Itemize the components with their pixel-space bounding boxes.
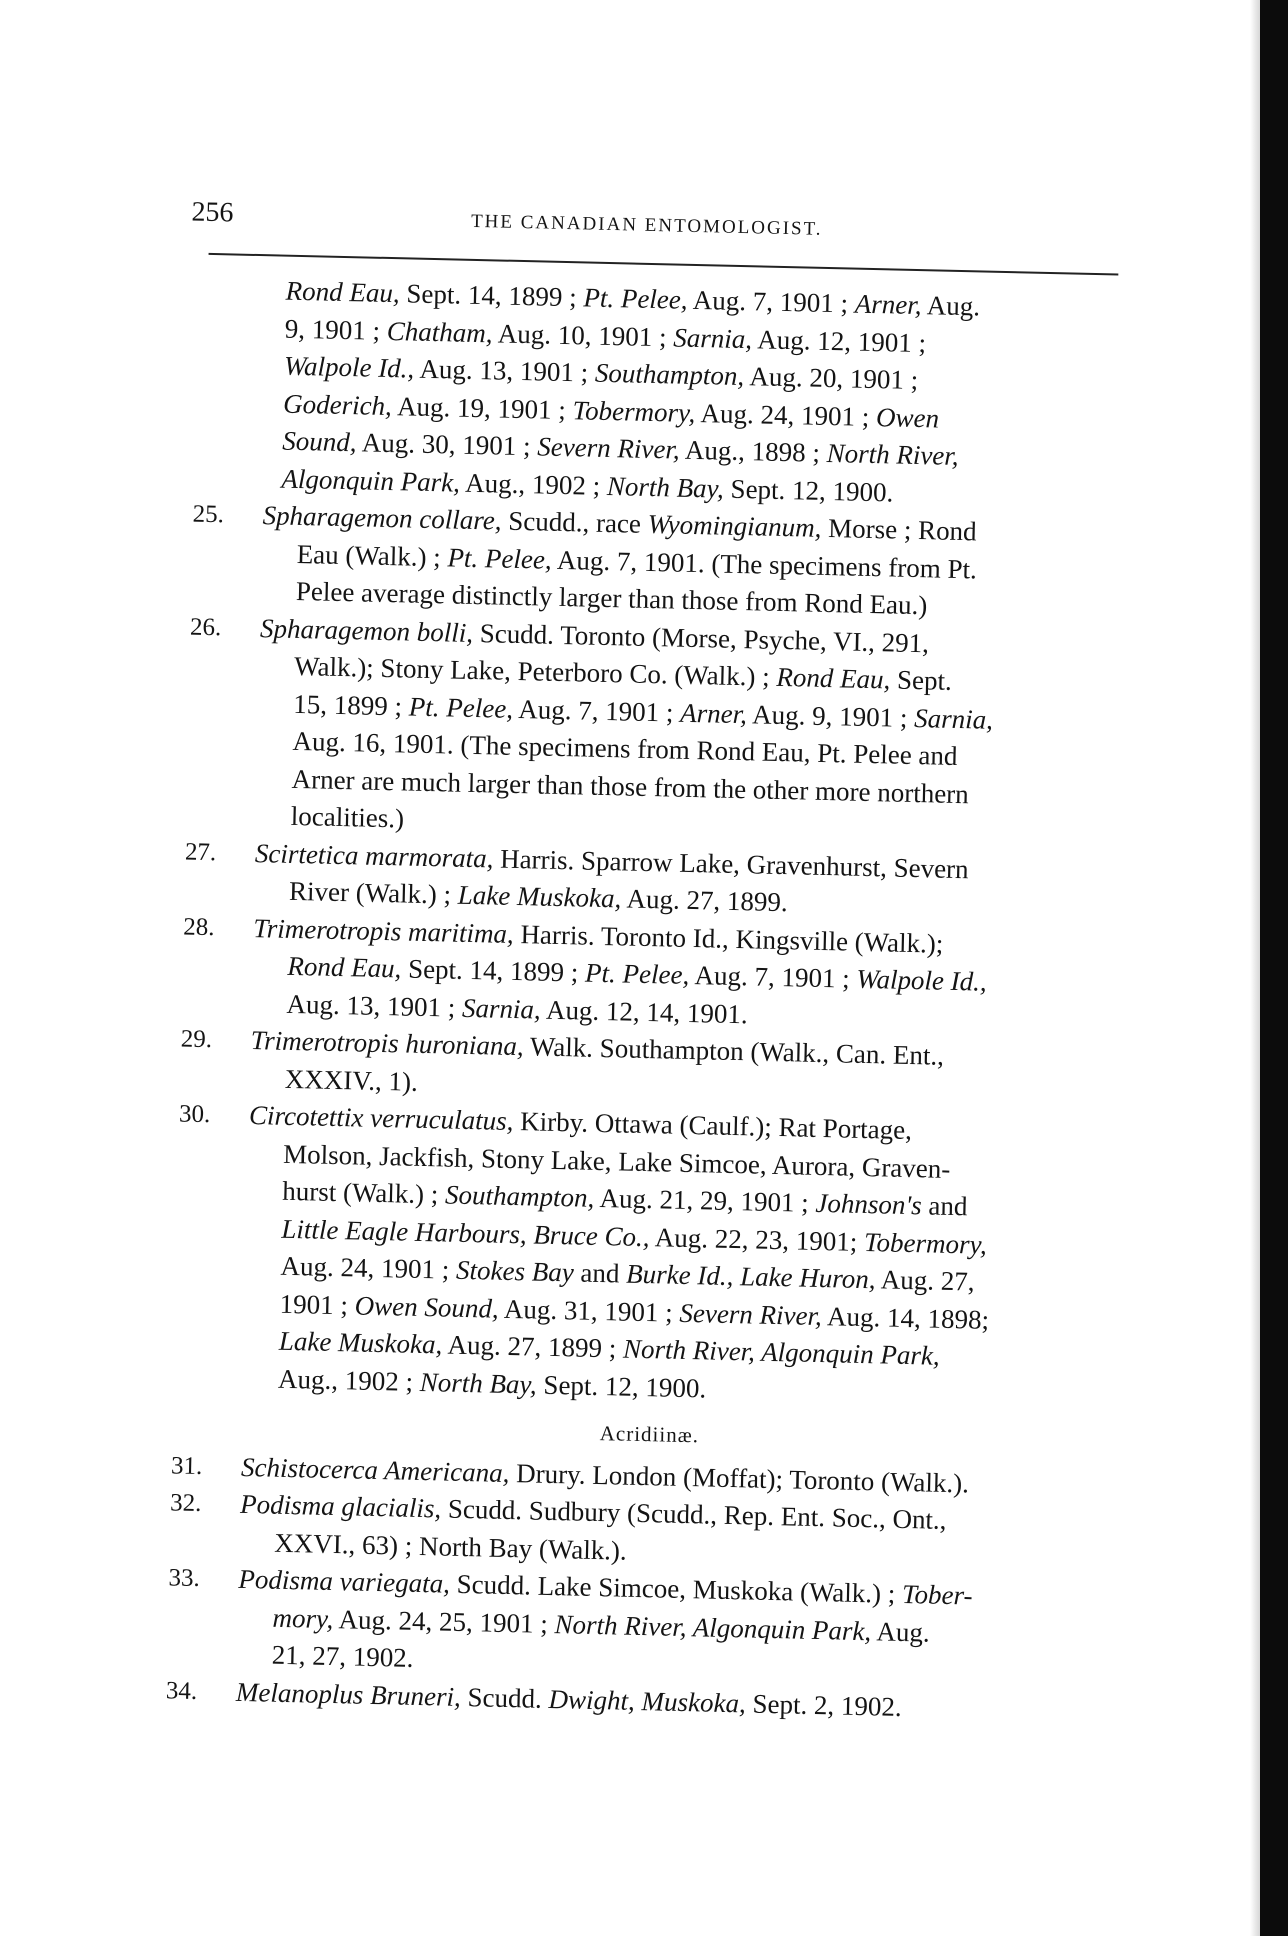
species-list-oedipodinae bbox=[143, 495, 1118, 1416]
text-run: XXXIV., 1). bbox=[284, 1063, 419, 1097]
text-run: hurst (Walk.) ; bbox=[281, 1175, 446, 1210]
italic-locality-or-taxon: Rond Eau, bbox=[285, 275, 401, 309]
italic-locality-or-taxon: Pt. Pelee, bbox=[408, 691, 514, 724]
text-run: Sept. 2, 1902. bbox=[745, 1687, 903, 1722]
italic-locality-or-taxon: North River, Algonquin Park, bbox=[554, 1608, 872, 1646]
text-run: Sept. 14, 1899 ; bbox=[401, 953, 586, 988]
text-run: Arner are much larger than those from the other more northern bbox=[291, 763, 970, 809]
italic-locality-or-taxon: Tobermory, bbox=[572, 394, 696, 428]
italic-locality-or-taxon: North Bay, bbox=[606, 470, 725, 504]
italic-locality-or-taxon: Algonquin Park, bbox=[281, 463, 461, 498]
text-run: 15, 1899 ; bbox=[293, 688, 410, 722]
text-run: Aug. 21, 29, 1901 ; bbox=[593, 1182, 816, 1218]
text-run: Morse ; Rond bbox=[821, 512, 977, 547]
italic-locality-or-taxon: Arner, bbox=[679, 697, 748, 729]
italic-locality-or-taxon: Melanoplus Bruneri, bbox=[235, 1676, 462, 1712]
page-body bbox=[136, 270, 1123, 1730]
species-entry bbox=[161, 495, 1118, 629]
header-rule bbox=[209, 253, 1119, 276]
text-run: Scudd. Sudbury (Scudd., Rep. Ent. Soc., Ont., bbox=[440, 1493, 947, 1535]
text-run: Aug. bbox=[921, 290, 981, 322]
italic-locality-or-taxon: Schistocerca Americana, bbox=[240, 1451, 510, 1488]
text-run: Aug., 1902 ; bbox=[277, 1363, 421, 1397]
italic-locality-or-taxon: Pt. Pelee, bbox=[583, 282, 688, 315]
italic-locality-or-taxon: Trimerotropis huroniana, bbox=[250, 1025, 525, 1062]
italic-locality-or-taxon: Severn River, bbox=[679, 1297, 823, 1331]
section-heading: Acridiinæ. bbox=[599, 1421, 700, 1448]
text-run: and bbox=[921, 1190, 968, 1222]
text-run: 21, 27, 1902. bbox=[271, 1639, 414, 1673]
italic-locality-or-taxon: Dwight, Muskoka, bbox=[548, 1683, 747, 1718]
italic-locality-or-taxon: Walpole Id., bbox=[283, 350, 415, 384]
italic-locality-or-taxon: Sarnia, bbox=[461, 992, 542, 1025]
page-header bbox=[169, 190, 1125, 252]
italic-locality-or-taxon: Southampton, bbox=[594, 357, 745, 392]
italic-locality-or-taxon: Circotettix verruculatus, bbox=[248, 1100, 514, 1137]
text-run: Molson, Jackfish, Stony Lake, Lake Simcoe, Aurora, Graven- bbox=[282, 1138, 951, 1184]
text-run: Harris. Sparrow Lake, Gravenhurst, Severn bbox=[493, 843, 969, 884]
text-run: Scudd. Lake Simcoe, Muskoka (Walk.) ; bbox=[449, 1568, 903, 1609]
italic-locality-or-taxon: Podisma variegata, bbox=[238, 1563, 451, 1599]
italic-locality-or-taxon: Chatham, bbox=[386, 315, 493, 348]
book-page bbox=[136, 190, 1125, 1730]
text-run: Aug. 12, 14, 1901. bbox=[540, 994, 749, 1029]
entry-number: 25. bbox=[192, 500, 225, 529]
italic-locality-or-taxon: Walpole Id., bbox=[856, 963, 988, 997]
italic-locality-or-taxon: North Bay, bbox=[419, 1366, 538, 1400]
text-run: Aug. 14, 1898; bbox=[821, 1300, 990, 1335]
text-run: Aug. bbox=[870, 1615, 931, 1648]
text-run: localities.) bbox=[290, 800, 405, 834]
species-entry bbox=[151, 907, 1108, 1041]
italic-locality-or-taxon: Little Eagle Harbours, Bruce Co., bbox=[281, 1213, 650, 1252]
italic-locality-or-taxon: Pt. Pelee, bbox=[584, 957, 690, 990]
text-run: XXVI., 63) ; North Bay (Walk.). bbox=[274, 1527, 628, 1566]
text-run: Aug. 7, 1901. (The specimens from Pt. bbox=[551, 544, 978, 584]
italic-locality-or-taxon: Rond Eau, bbox=[287, 950, 402, 984]
text-run: Eau (Walk.) ; bbox=[296, 538, 448, 572]
italic-locality-or-taxon: Goderich, bbox=[282, 388, 393, 421]
text-run: and bbox=[573, 1257, 627, 1289]
text-run: Sept. bbox=[890, 664, 953, 696]
text-run: Aug. 24, 1901 ; bbox=[695, 397, 877, 432]
text-run: Aug. 10, 1901 ; bbox=[492, 317, 674, 352]
text-run: Aug. 24, 25, 1901 ; bbox=[333, 1603, 555, 1639]
italic-locality-or-taxon: Arner, bbox=[854, 288, 922, 321]
species-entry bbox=[136, 1559, 1093, 1693]
text-run: Aug. 27, 1899 ; bbox=[441, 1329, 624, 1364]
continuation-paragraph bbox=[163, 270, 1123, 517]
italic-locality-or-taxon: Rond Eau, bbox=[776, 661, 891, 695]
entry-number: 34. bbox=[165, 1676, 198, 1705]
text-run: Scudd., race bbox=[501, 505, 649, 539]
italic-locality-or-taxon: Sarnia, bbox=[913, 702, 994, 735]
italic-locality-or-taxon: Sound, bbox=[282, 425, 357, 458]
italic-locality-or-taxon: Spharagemon bolli, bbox=[259, 612, 474, 648]
entry-number: 28. bbox=[182, 912, 215, 941]
italic-locality-or-taxon: North River, Algonquin Park, bbox=[622, 1333, 941, 1371]
text-run: Aug. 24, 1901 ; bbox=[280, 1250, 457, 1285]
italic-locality-or-taxon: Owen Sound, bbox=[354, 1289, 500, 1324]
text-run: Aug. 20, 1901 ; bbox=[743, 361, 919, 396]
text-run: Aug. 30, 1901 ; bbox=[356, 427, 538, 462]
entry-number: 31. bbox=[170, 1451, 203, 1480]
italic-locality-or-taxon: Lake Muskoka, bbox=[457, 879, 622, 914]
text-run: Sept. 12, 1900. bbox=[536, 1369, 707, 1403]
text-run: Aug. 13, 1901 ; bbox=[413, 353, 596, 388]
text-run: 1901 ; bbox=[279, 1288, 356, 1320]
book-spine-edge bbox=[1260, 0, 1288, 1936]
text-run: 9, 1901 ; bbox=[284, 313, 388, 346]
text-run: Sept. 12, 1900. bbox=[723, 473, 894, 507]
text-run: Aug. 7, 1901 ; bbox=[687, 284, 856, 319]
text-run: River (Walk.) ; bbox=[288, 875, 459, 910]
entry-number: 29. bbox=[180, 1025, 213, 1054]
species-list-acridiinae bbox=[136, 1446, 1097, 1730]
text-run: Harris. Toronto Id., Kingsville (Walk.); bbox=[513, 918, 944, 959]
page-gutter-shadow bbox=[1250, 0, 1260, 1936]
italic-locality-or-taxon: Southampton, bbox=[444, 1179, 595, 1213]
text-run: Walk. Southampton (Walk., Can. Ent., bbox=[523, 1031, 945, 1071]
text-run: Scudd. Toronto (Morse, Psyche, VI., 291, bbox=[472, 617, 930, 658]
italic-locality-or-taxon: mory, bbox=[272, 1602, 334, 1634]
entry-number: 32. bbox=[169, 1489, 202, 1518]
entry-number: 27. bbox=[184, 838, 217, 866]
italic-locality-or-taxon: Scirtetica marmorata, bbox=[254, 837, 494, 874]
italic-locality-or-taxon: Severn River, bbox=[536, 431, 681, 465]
italic-locality-or-taxon: Stokes Bay bbox=[455, 1254, 575, 1288]
italic-locality-or-taxon: Tober- bbox=[901, 1578, 973, 1611]
text-run: Aug. 27, 1899. bbox=[620, 883, 789, 918]
italic-locality-or-taxon: Podisma glacialis, bbox=[239, 1488, 442, 1524]
text-run: Drury. London (Moffat); Toronto (Walk.). bbox=[509, 1457, 970, 1498]
italic-locality-or-taxon: Lake Muskoka, bbox=[278, 1325, 443, 1360]
italic-locality-or-taxon: Tobermory, bbox=[863, 1226, 988, 1260]
text-run: Aug. 27, bbox=[875, 1264, 975, 1297]
text-run: Aug. 31, 1901 ; bbox=[498, 1293, 680, 1328]
text-run: Sept. 14, 1899 ; bbox=[399, 278, 584, 313]
italic-locality-or-taxon: Pt. Pelee, bbox=[447, 541, 553, 575]
running-head: THE CANADIAN ENTOMOLOGIST. bbox=[470, 210, 823, 240]
italic-locality-or-taxon: North River, bbox=[826, 437, 959, 471]
text-run: Aug. 12, 1901 ; bbox=[751, 323, 927, 358]
text-run: Aug. 9, 1901 ; bbox=[746, 698, 915, 733]
text-run: Aug. 16, 1901. (The specimens from Rond Eau, Pt. Pelee and bbox=[292, 725, 958, 772]
text-run: Kirby. Ottawa (Caulf.); Rat Portage, bbox=[513, 1106, 913, 1146]
text-run: Aug. 19, 1901 ; bbox=[391, 390, 573, 425]
italic-locality-or-taxon: Spharagemon collare, bbox=[262, 500, 502, 536]
entry-number: 30. bbox=[178, 1100, 211, 1129]
species-entry bbox=[143, 1095, 1105, 1417]
italic-locality-or-taxon: Wyomingianum, bbox=[647, 508, 822, 543]
entry-number: 33. bbox=[168, 1564, 201, 1593]
species-entry bbox=[155, 607, 1115, 854]
text-run: Aug. 13, 1901 ; bbox=[286, 988, 463, 1023]
italic-locality-or-taxon: Sarnia, bbox=[673, 321, 753, 354]
page-number: 256 bbox=[191, 196, 234, 229]
text-run: Pelee average distinctly larger than those from Rond Eau.) bbox=[295, 575, 928, 621]
italic-locality-or-taxon: Owen bbox=[875, 401, 940, 434]
text-run: Scudd. bbox=[460, 1681, 549, 1714]
italic-locality-or-taxon: Johnson's bbox=[815, 1187, 923, 1221]
text-run: Walk.); Stony Lake, Peterboro Co. (Walk.) ; bbox=[293, 650, 777, 692]
italic-locality-or-taxon: Trimerotropis maritima, bbox=[252, 912, 515, 949]
text-run: Aug. 7, 1901 ; bbox=[688, 959, 857, 994]
text-run: Aug. 22, 23, 1901; bbox=[649, 1221, 865, 1257]
text-run: Aug., 1902 ; bbox=[459, 467, 608, 501]
text-run: Aug. 7, 1901 ; bbox=[512, 693, 681, 728]
italic-locality-or-taxon: Burke Id., Lake Huron, bbox=[625, 1258, 876, 1295]
entry-number: 26. bbox=[189, 613, 222, 641]
text-run: Aug., 1898 ; bbox=[679, 434, 828, 468]
